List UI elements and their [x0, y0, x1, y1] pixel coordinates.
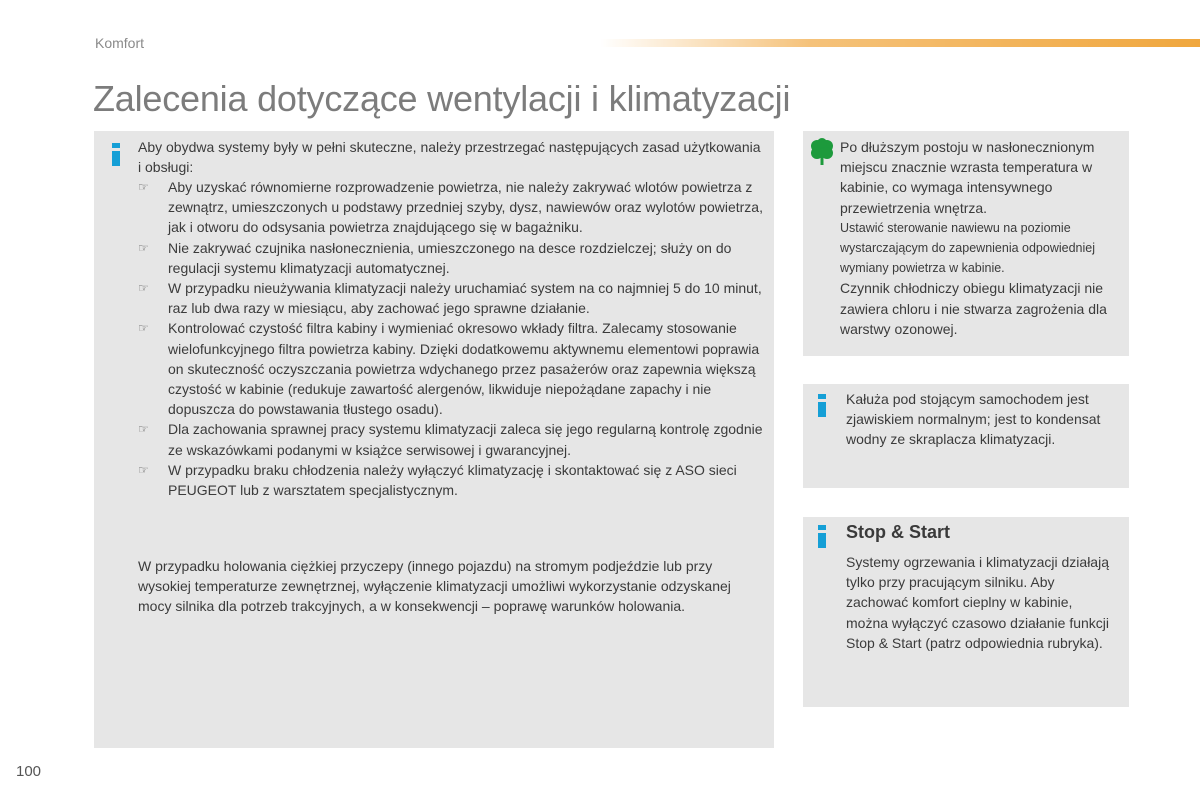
condensation-text: Kałuża pod stojącym samochodem jest zjawiskiem normalnym; jest to kondensat wodny ze skraplacza klimatyzacji. [846, 391, 1101, 448]
list-item: ☞ W przypadku braku chłodzenia należy wyłączyć klimatyzację i skontaktować się z ASO sieci PEUGEOT lub z warsztatem specjalistycznym. [138, 461, 737, 499]
list-item: ☞ W przypadku nieużywania klimatyzacji należy uruchamiać system na co najmniej 5 do 10 minut, raz lub dwa razy w miesiącu, aby zachować jego sprawne działanie. [138, 280, 762, 317]
recommendation-list [138, 177, 766, 500]
eco-paragraph-3: Czynnik chłodniczy obiegu klimatyzacji nie zawiera chloru i nie stwarza zagrożenia dla warstwy ozonowej. [840, 280, 1107, 337]
pointing-hand-icon: ☞ [138, 240, 149, 255]
section-label: Komfort [95, 35, 145, 51]
list-item: ☞ Kontrolować czystość filtra kabiny i wymieniać okresowo wkłady filtra. Zalecamy stosowanie wielofunkcyjnego filtra powietrza kabiny. Dzięki dodatkowemu aktywnemu elementowi poprawia on skuteczność oczyszczania powietrza wdychanego przez pasażerów oraz zapewnia większą czystość w kabinie (redukuje zawartość alergenów, likwiduje niepożądane zapachy i nie dopuszcza do powstawania tłustego osadu). [138, 320, 760, 418]
list-item: ☞ Nie zakrywać czujnika nasłonecznienia, umieszczonego na desce rozdzielczej; służy on do regulacji systemu klimatyzacji automatycznej. [138, 239, 732, 276]
page-title: Zalecenia dotyczące wentylacji i klimatyzacji [93, 78, 791, 119]
info-icon [818, 525, 826, 548]
pointing-hand-icon: ☞ [138, 422, 149, 437]
eco-paragraph-1: Po dłuższym postoju w nasłonecznionym miejscu znacznie wzrasta temperatura w kabinie, co wymaga intensywnego przewietrzenia wnętrza. [840, 139, 1095, 216]
stop-start-title: Stop & Start [846, 522, 951, 542]
eco-paragraph-2: Ustawić sterowanie nawiewu na poziomie wystarczającym do zapewnienia odpowiedniej wymiany powietrza w kabinie. [840, 220, 1095, 276]
intro-paragraph: Aby obydwa systemy były w pełni skuteczne, należy przestrzegać następujących zasad użytkowania i obsługi: [138, 139, 761, 176]
pointing-hand-icon: ☞ [138, 321, 149, 336]
eco-tree-icon [810, 138, 834, 166]
list-item: ☞ Dla zachowania sprawnej pracy systemu klimatyzacji zaleca się jego regularną kontrolę zgodnie ze wskazówkami podanymi w książce serwisowej i gwarancyjnej. [138, 421, 763, 458]
header-accent-bar [600, 39, 1200, 47]
info-icon [818, 394, 826, 417]
list-item: ☞ Aby uzyskać równomierne rozprowadzenie powietrza, nie należy zakrywać wlotów powietrza z zewnątrz, umieszczonych u podstawy przedniej szyby, dysz, nawiewów oraz wylotów powietrza, jak i otworu do odsysania powietrza znajdującego się w bagażniku. [138, 179, 763, 236]
stop-start-text: Systemy ogrzewania i klimatyzacji działają tylko przy pracującym silniku. Aby zachować komfort cieplny w kabinie, można wyłączyć czasowo działanie funkcji Stop & Start (patrz odpowiednia rubryka). [846, 554, 1109, 651]
info-icon [112, 143, 120, 166]
eco-text [840, 137, 1125, 339]
page-number: 100 [16, 763, 42, 780]
pointing-hand-icon: ☞ [138, 281, 149, 296]
towing-paragraph: W przypadku holowania ciężkiej przyczepy (innego pojazdu) na stromym podjeździe lub przy wysokiej temperaturze zewnętrznej, wyłączenie klimatyzacji umożliwi wykorzystanie odzyskanej mocy silnika dla potrzeb trakcyjnych, a w konsekwencji – poprawę warunków holowania. [138, 558, 731, 615]
pointing-hand-icon: ☞ [138, 180, 149, 194]
pointing-hand-icon: ☞ [138, 462, 149, 477]
